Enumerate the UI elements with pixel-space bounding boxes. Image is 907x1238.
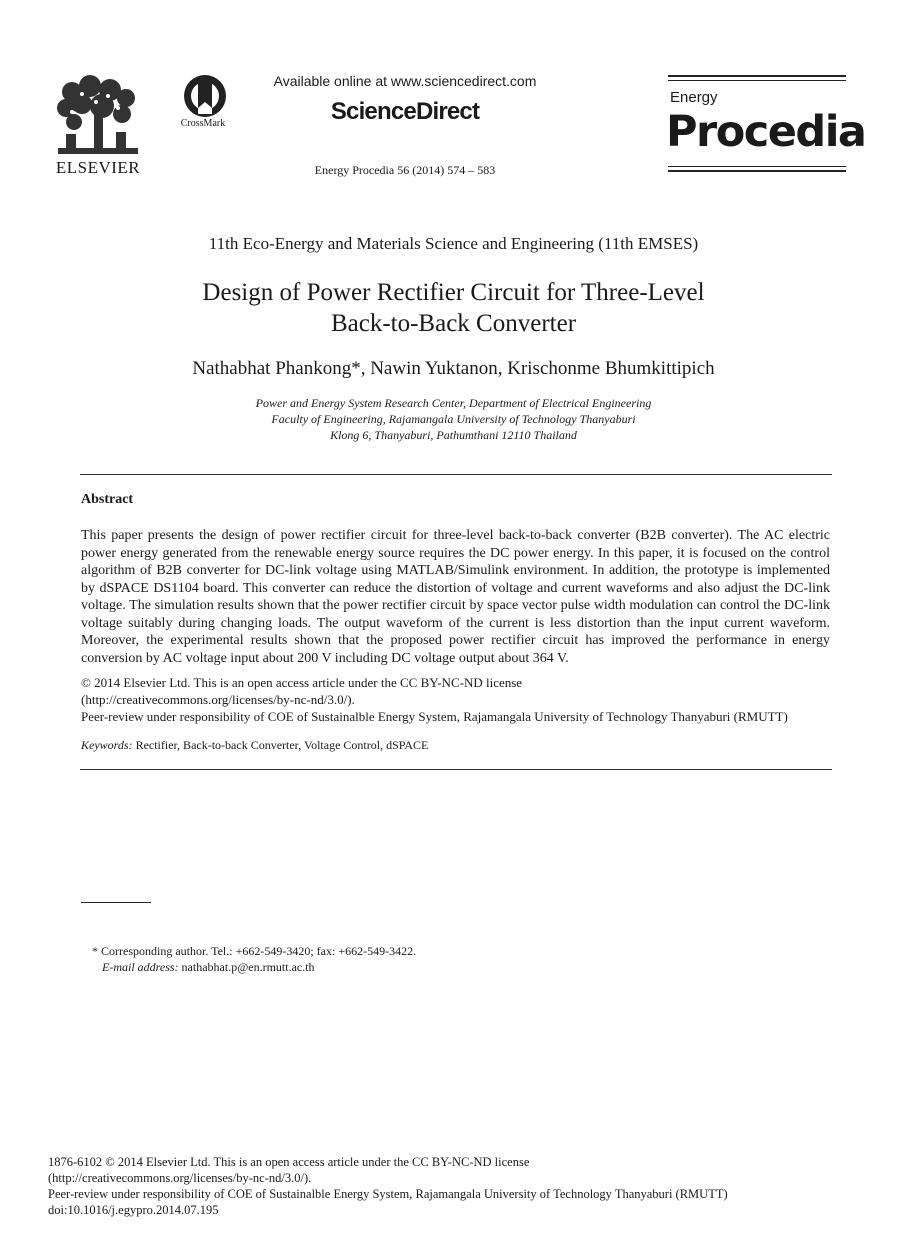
author-list: Nathabhat Phankong*, Nawin Yuktanon, Krischonme Bhumkittipich: [192, 358, 715, 379]
publisher-name: ELSEVIER: [55, 158, 141, 177]
journal-reference: Energy Procedia 56 (2014) 574 – 583: [314, 163, 496, 177]
copyright-line: © 2014 Elsevier Ltd. This is an open access article under the CC BY-NC-ND license: [81, 675, 523, 690]
crossmark-label: CrossMark: [180, 118, 226, 129]
masthead-rule-top: [668, 75, 846, 77]
divider-top: [80, 474, 832, 475]
peer-review-statement: Peer-review under responsibility of COE of Sustainalble Energy System, Rajamangala University of Technology Thanyaburi (RMUTT): [81, 709, 788, 724]
keywords-list: Rectifier, Back-to-back Converter, Voltage Control, dSPACE: [135, 738, 429, 752]
masthead-rule-top-thin: [668, 80, 846, 81]
email-label: E-mail address:: [102, 960, 179, 974]
paper-title: [120, 277, 787, 339]
copyright-notice: [81, 674, 830, 725]
email-address[interactable]: nathabhat.p@en.rmutt.ac.th: [181, 960, 315, 974]
abstract-heading: Abstract: [81, 492, 134, 507]
license-link[interactable]: (http://creativecommons.org/licenses/by-nc-nd/3.0/).: [81, 692, 355, 707]
affiliation-line: Klong 6, Thanyaburi, Pathumthani 12110 Thailand: [330, 428, 577, 442]
keywords-label: Keywords:: [81, 738, 133, 752]
divider-bottom: [80, 769, 832, 770]
footer-peer-review: Peer-review under responsibility of COE of Sustainalble Energy System, Rajamangala University of Technology Thanyaburi (RMUTT): [48, 1187, 728, 1201]
footer-license-link[interactable]: (http://creativecommons.org/licenses/by-nc-nd/3.0/).: [48, 1171, 312, 1185]
masthead-rule-bottom: [668, 170, 846, 172]
affiliation-line: Power and Energy System Research Center, Department of Electrical Engineering: [255, 396, 652, 410]
affiliation-line: Faculty of Engineering, Rajamangala University of Technology Thanyaburi: [271, 412, 636, 426]
abstract-text: This paper presents the design of power rectifier circuit for three-level back-to-back converter (B2B converter). The AC electric power energy generated from the renewable energy source requires the DC power energy. In this paper, it is focused on the control algorithm of B2B converter for DC-link voltage using MATLAB/Simulink environment. In addition, the prototype is implemented by dSPACE DS1104 board. This converter can reduce the distortion of voltage and current waveforms and also adjust the DC-link voltage. The simulation results shown that the power rectifier circuit by space vector pulse width modulation can control the DC-link voltage suitably during changing loads. The output waveform of the current is less distortion than the input current waveform. Moreover, the experimental results shown that the proposed power rectifier circuit has improved the performance in energy conversion by AC voltage input about 200 V including DC voltage output about 364 V.: [81, 528, 830, 666]
conference-name: 11th Eco-Energy and Materials Science and Engineering (11th EMSES): [208, 234, 699, 253]
footer-doi[interactable]: doi:10.1016/j.egypro.2014.07.195: [48, 1203, 219, 1217]
title-line-1: Design of Power Rectifier Circuit for Three-Level: [202, 279, 705, 306]
title-line-2: Back-to-Back Converter: [330, 310, 577, 337]
footnote-rule: [81, 902, 151, 903]
available-online-text: Available online at www.sciencedirect.com: [273, 73, 537, 89]
email-line: [102, 959, 315, 975]
footer-issn-line: 1876-6102 © 2014 Elsevier Ltd. This is an open access article under the CC BY-NC-ND license: [48, 1155, 530, 1169]
footer: [48, 1154, 848, 1218]
keywords: [81, 738, 428, 753]
journal-name-small: Energy: [670, 89, 718, 106]
affiliation: [0, 395, 907, 443]
masthead-rule-bottom-thin: [668, 166, 846, 167]
journal-name-large: Procedia: [666, 107, 866, 157]
sciencedirect-brand: ScienceDirect: [330, 98, 480, 125]
corresponding-author-note: * Corresponding author. Tel.: +662-549-3420; fax: +662-549-3422.: [92, 944, 417, 958]
